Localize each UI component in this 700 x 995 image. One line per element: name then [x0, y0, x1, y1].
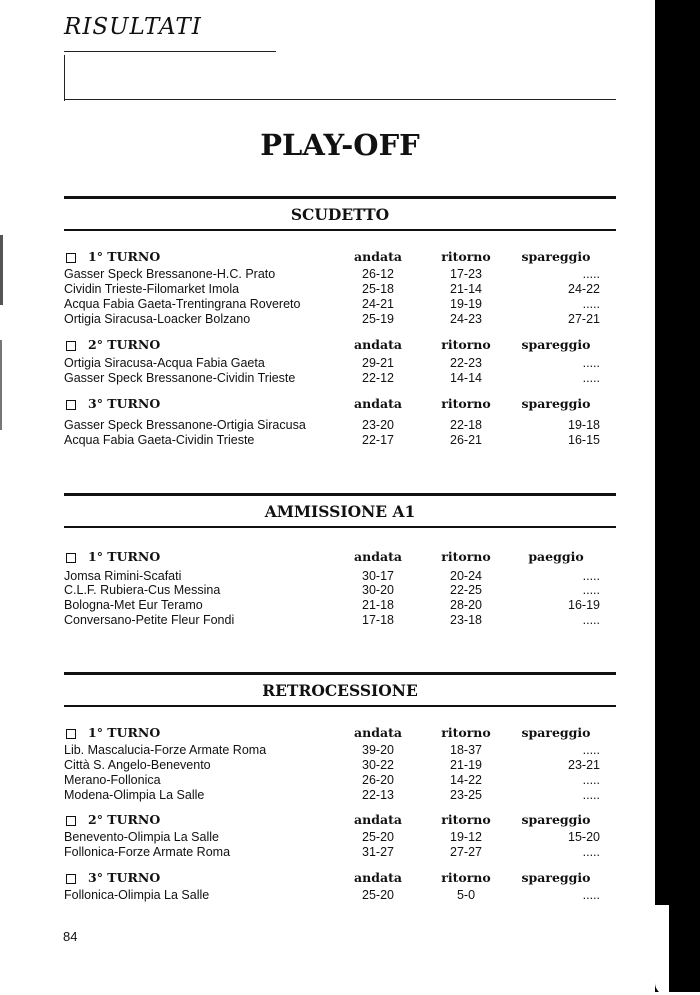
- round-header: [64, 725, 616, 741]
- section-rule-bottom: [64, 229, 616, 231]
- score-andata: 26-12: [362, 267, 394, 281]
- section-title: RETROCESSIONE: [262, 681, 418, 700]
- match-teams: Follonica-Forze Armate Roma: [64, 845, 231, 859]
- score-spareggio: 19-18: [568, 418, 600, 432]
- match-row: [64, 583, 616, 598]
- header-rule-left: [64, 55, 65, 101]
- score-andata: 26-20: [362, 773, 394, 787]
- score-andata: 25-19: [362, 312, 394, 326]
- score-spareggio: 23-21: [568, 758, 600, 772]
- section-rule-top: [64, 672, 616, 675]
- column-spareggio: spareggio: [521, 870, 591, 885]
- checkbox-icon: [66, 729, 76, 739]
- match-teams: Gasser Speck Bressanone-H.C. Prato: [64, 267, 276, 281]
- page-edge-corner: [655, 905, 669, 995]
- round-label: 1° TURNO: [88, 725, 161, 740]
- score-ritorno: 24-23: [450, 312, 482, 326]
- match-row: [64, 312, 616, 327]
- column-ritorno: ritorno: [441, 870, 491, 885]
- page-title: PLAY-OFF: [260, 128, 420, 162]
- score-ritorno: 22-23: [450, 356, 482, 370]
- column-ritorno: ritorno: [441, 249, 491, 264]
- score-spareggio: .....: [582, 888, 600, 902]
- running-header-title: RISULTATI: [64, 14, 202, 40]
- match-row: [64, 433, 616, 448]
- checkbox-icon: [66, 874, 76, 884]
- score-ritorno: 28-20: [450, 598, 482, 612]
- match-row: [64, 758, 616, 773]
- match-teams: Città S. Angelo-Benevento: [64, 758, 211, 772]
- section-rule-bottom: [64, 526, 616, 528]
- column-andata: andata: [354, 249, 402, 264]
- score-andata: 30-17: [362, 569, 394, 583]
- match-teams: Gasser Speck Bressanone-Cividin Trieste: [64, 371, 296, 385]
- match-teams: Jomsa Rimini-Scafati: [64, 569, 182, 583]
- score-spareggio: .....: [582, 773, 600, 787]
- score-spareggio: .....: [582, 788, 600, 802]
- score-spareggio: 27-21: [568, 312, 600, 326]
- match-row: [64, 788, 616, 803]
- score-ritorno: 14-14: [450, 371, 482, 385]
- section-rule-bottom: [64, 705, 616, 707]
- score-andata: 39-20: [362, 743, 394, 757]
- match-row: [64, 773, 616, 788]
- score-ritorno: 23-25: [450, 788, 482, 802]
- score-ritorno: 14-22: [450, 773, 482, 787]
- score-ritorno: 5-0: [456, 888, 476, 902]
- match-teams: Gasser Speck Bressanone-Ortigia Siracusa: [64, 418, 306, 432]
- match-teams: Ortigia Siracusa-Acqua Fabia Gaeta: [64, 356, 265, 370]
- header-rule-top: [64, 51, 276, 52]
- score-spareggio: 24-22: [568, 282, 600, 296]
- column-spareggio: spareggio: [521, 812, 591, 827]
- score-andata: 21-18: [362, 598, 394, 612]
- section-title: AMMISSIONE A1: [264, 502, 416, 521]
- score-andata: 23-20: [362, 418, 394, 432]
- score-spareggio: .....: [582, 845, 600, 859]
- score-spareggio: .....: [582, 356, 600, 370]
- section-rule-top: [64, 493, 616, 496]
- score-spareggio: 16-15: [568, 433, 600, 447]
- match-row: [64, 297, 616, 312]
- round-header: [64, 870, 616, 886]
- column-ritorno: ritorno: [441, 337, 491, 352]
- match-row: [64, 830, 616, 845]
- match-row: [64, 371, 616, 386]
- column-spareggio: paeggio: [528, 549, 584, 564]
- score-ritorno: 19-19: [450, 297, 482, 311]
- page-number: 84: [63, 929, 78, 944]
- round-label: 1° TURNO: [88, 549, 161, 564]
- match-teams: Conversano-Petite Fleur Fondi: [64, 613, 235, 627]
- match-row: [64, 282, 616, 297]
- section-title: SCUDETTO: [290, 205, 390, 224]
- score-andata: 22-12: [362, 371, 394, 385]
- match-teams: Acqua Fabia Gaeta-Trentingrana Rovereto: [64, 297, 301, 311]
- section-rule-top: [64, 196, 616, 199]
- match-row: [64, 356, 616, 371]
- match-teams: C.L.F. Rubiera-Cus Messina: [64, 583, 221, 597]
- match-teams: Lib. Mascalucia-Forze Armate Roma: [64, 743, 267, 757]
- score-ritorno: 26-21: [450, 433, 482, 447]
- score-ritorno: 22-18: [450, 418, 482, 432]
- round-header: [64, 812, 616, 828]
- score-spareggio: 15-20: [568, 830, 600, 844]
- match-teams: Bologna-Met Eur Teramo: [64, 598, 203, 612]
- column-spareggio: spareggio: [521, 249, 591, 264]
- checkbox-icon: [66, 400, 76, 410]
- header-rule-bottom: [64, 99, 616, 100]
- checkbox-icon: [66, 816, 76, 826]
- column-andata: andata: [354, 396, 402, 411]
- round-header: [64, 337, 616, 353]
- score-ritorno: 21-14: [450, 282, 482, 296]
- score-spareggio: 16-19: [568, 598, 600, 612]
- match-teams: Benevento-Olimpia La Salle: [64, 830, 219, 844]
- column-andata: andata: [354, 812, 402, 827]
- round-label: 3° TURNO: [88, 870, 161, 885]
- round-header: [64, 396, 616, 412]
- score-andata: 17-18: [362, 613, 394, 627]
- score-spareggio: .....: [582, 569, 600, 583]
- score-andata: 25-18: [362, 282, 394, 296]
- match-teams: Modena-Olimpia La Salle: [64, 788, 205, 802]
- match-teams: Cividin Trieste-Filomarket Imola: [64, 282, 240, 296]
- score-ritorno: 19-12: [450, 830, 482, 844]
- score-spareggio: .....: [582, 583, 600, 597]
- score-ritorno: 22-25: [450, 583, 482, 597]
- score-andata: 30-22: [362, 758, 394, 772]
- match-row: [64, 267, 616, 282]
- checkbox-icon: [66, 553, 76, 563]
- column-ritorno: ritorno: [441, 725, 491, 740]
- score-andata: 24-21: [362, 297, 394, 311]
- score-andata: 25-20: [362, 830, 394, 844]
- column-ritorno: ritorno: [441, 812, 491, 827]
- match-row: [64, 418, 616, 433]
- score-ritorno: 20-24: [450, 569, 482, 583]
- column-andata: andata: [354, 870, 402, 885]
- checkbox-icon: [66, 341, 76, 351]
- match-row: [64, 598, 616, 613]
- column-spareggio: spareggio: [521, 725, 591, 740]
- score-ritorno: 21-19: [450, 758, 482, 772]
- column-ritorno: ritorno: [441, 396, 491, 411]
- match-teams: Follonica-Olimpia La Salle: [64, 888, 210, 902]
- checkbox-icon: [66, 253, 76, 263]
- match-row: [64, 888, 616, 903]
- match-teams: Merano-Follonica: [64, 773, 161, 787]
- score-andata: 31-27: [362, 845, 394, 859]
- score-andata: 30-20: [362, 583, 394, 597]
- round-label: 2° TURNO: [88, 337, 161, 352]
- round-label: 2° TURNO: [88, 812, 161, 827]
- column-andata: andata: [354, 337, 402, 352]
- column-andata: andata: [354, 549, 402, 564]
- score-andata: 22-13: [362, 788, 394, 802]
- column-spareggio: spareggio: [521, 396, 591, 411]
- match-row: [64, 613, 616, 628]
- column-andata: andata: [354, 725, 402, 740]
- binding-shadow: [0, 340, 2, 430]
- score-andata: 22-17: [362, 433, 394, 447]
- score-ritorno: 23-18: [450, 613, 482, 627]
- round-header: [64, 249, 616, 265]
- column-ritorno: ritorno: [441, 549, 491, 564]
- match-teams: Acqua Fabia Gaeta-Cividin Trieste: [64, 433, 255, 447]
- match-teams: Ortigia Siracusa-Loacker Bolzano: [64, 312, 251, 326]
- score-andata: 29-21: [362, 356, 394, 370]
- score-andata: 25-20: [362, 888, 394, 902]
- score-ritorno: 18-37: [450, 743, 482, 757]
- score-ritorno: 27-27: [450, 845, 482, 859]
- round-header: [64, 549, 616, 565]
- score-ritorno: 17-23: [450, 267, 482, 281]
- round-label: 3° TURNO: [88, 396, 161, 411]
- score-spareggio: .....: [582, 613, 600, 627]
- match-row: [64, 569, 616, 584]
- score-spareggio: .....: [582, 371, 600, 385]
- binding-shadow: [0, 235, 3, 305]
- round-label: 1° TURNO: [88, 249, 161, 264]
- score-spareggio: .....: [582, 267, 600, 281]
- match-row: [64, 743, 616, 758]
- column-spareggio: spareggio: [521, 337, 591, 352]
- score-spareggio: .....: [582, 297, 600, 311]
- score-spareggio: .....: [582, 743, 600, 757]
- match-row: [64, 845, 616, 860]
